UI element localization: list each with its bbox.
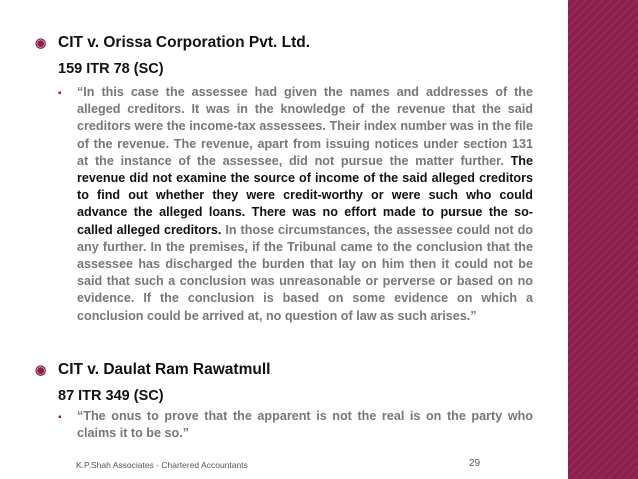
target-bullet-icon: ◉ bbox=[35, 35, 47, 50]
case-citation: 87 ITR 349 (SC) bbox=[58, 388, 164, 404]
quote-text-normal: In those circumstances, the assessee could not do any further. In the premises, if the Tribunal came to the conclusion that the assessee has discharged the burden that lay on him then it could not be said that such a conclusion was unreasonable or perverse or based on no evidence. If the conclusion is based on some evidence on which a conclusion could be arrived at, no question of law as such arises.” bbox=[77, 222, 533, 323]
square-bullet-icon: ▪ bbox=[58, 88, 62, 99]
case-quote: “The onus to prove that the apparent is not the real is on the party who claims it to be so.” bbox=[77, 409, 533, 441]
target-bullet-icon: ◉ bbox=[35, 362, 47, 377]
case-quote bbox=[77, 84, 533, 325]
page-number: 29 bbox=[469, 458, 481, 469]
case-title: CIT v. Orissa Corporation Pvt. Ltd. bbox=[58, 34, 311, 51]
quote-text-normal: “In this case the assessee had given the names and addresses of the alleged creditors. It was in the knowledge of the revenue that the said creditors were the income-tax assessees. Their index number was in the file of the revenue. The revenue, apart from issuing notices under section 131 at the instance of the assessee, did not pursue the matter further. bbox=[77, 85, 533, 168]
case-citation: 159 ITR 78 (SC) bbox=[58, 61, 164, 77]
case-title: CIT v. Daulat Ram Rawatmull bbox=[58, 361, 271, 378]
quote-text-emphasis: The revenue did not examine the source of income of the said alleged creditors to find out whether they were credit-worthy or were such who could advance the alleged loans. There was no effort made to pursue the so-called alleged creditors. bbox=[77, 153, 533, 237]
decorative-sidebar bbox=[568, 0, 638, 479]
square-bullet-icon: ▪ bbox=[58, 412, 62, 423]
footer-firm-name: K.P.Shah Associates - Chartered Accountants bbox=[76, 460, 248, 470]
